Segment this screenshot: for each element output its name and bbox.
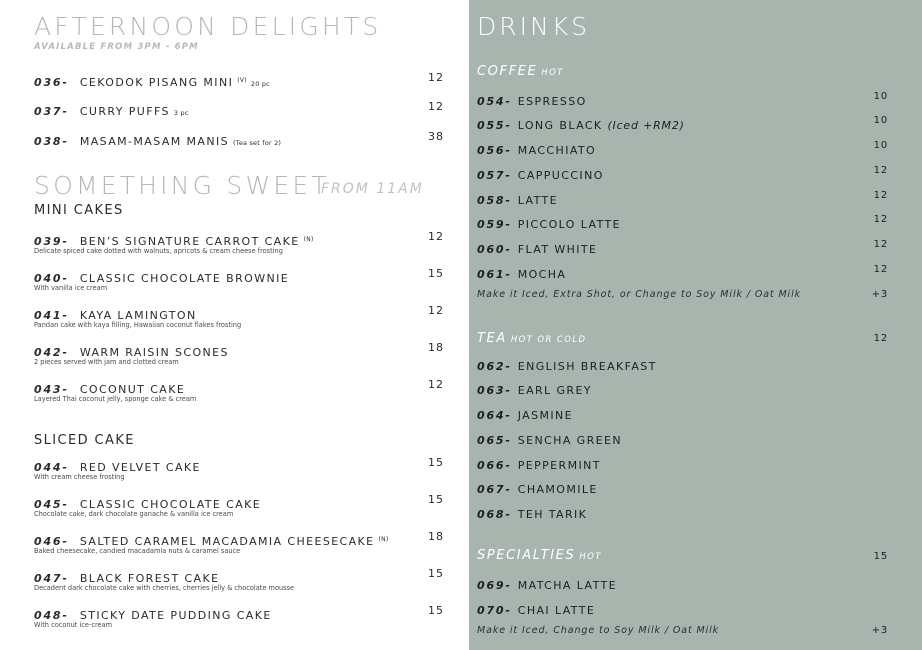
item-code: 069-: [477, 579, 512, 592]
item-name: LATTE: [517, 194, 558, 207]
drink-item: [477, 213, 621, 232]
item-name: PICCOLO LATTE: [517, 218, 621, 231]
menu-item: [34, 71, 270, 90]
item-name: KAYA LAMINGTON: [79, 309, 197, 322]
drink-item: [477, 599, 595, 618]
item-quantity: 3 pc: [173, 109, 189, 117]
item-name: MOCHA: [517, 268, 567, 281]
item-price: 15: [428, 493, 444, 506]
item-price: 12: [873, 239, 888, 250]
drink-item: [477, 114, 685, 133]
item-code: 048-: [34, 609, 69, 622]
specialties-heading: [477, 548, 602, 563]
item-code: 047-: [34, 572, 69, 585]
item-diet-tag: (N): [378, 536, 389, 543]
drink-item: [477, 379, 592, 398]
item-name: PEPPERMINT: [517, 459, 601, 472]
mini-cakes-heading: MINI CAKES: [34, 203, 124, 218]
item-code: 070-: [477, 604, 512, 617]
item-code: 041-: [34, 309, 69, 322]
item-name: WARM RAISIN SCONES: [79, 346, 229, 359]
item-name: EARL GREY: [517, 384, 592, 397]
drink-item: [477, 355, 657, 374]
item-quantity: (Tea set for 2): [233, 139, 282, 147]
item-name: SENCHA GREEN: [517, 434, 622, 447]
drink-item: [477, 90, 587, 109]
item-code: 040-: [34, 272, 69, 285]
item-code: 063-: [477, 384, 512, 397]
specialties-addon-note: Make it Iced, Change to Soy Milk / Oat Milk: [477, 625, 720, 636]
tea-price: 12: [873, 333, 888, 344]
item-name: CLASSIC CHOCOLATE CAKE: [79, 498, 262, 511]
coffee-temperature: HOT: [541, 68, 564, 78]
item-code: 044-: [34, 461, 69, 474]
tea-label: TEA: [477, 331, 507, 346]
item-description: With cream cheese frosting: [34, 473, 125, 481]
item-description: Layered Thai coconut jelly, sponge cake & cream: [34, 395, 197, 403]
item-price: 12: [873, 214, 888, 225]
item-code: 057-: [477, 169, 512, 182]
item-code: 060-: [477, 243, 512, 256]
afternoon-availability: AVAILABLE FROM 3PM - 6PM: [34, 42, 199, 52]
item-name: ENGLISH BREAKFAST: [517, 360, 657, 373]
item-price: 18: [428, 530, 444, 543]
item-name: SALTED CARAMEL MACADAMIA CHEESECAKE: [79, 535, 375, 548]
sweet-availability: FROM 11AM: [321, 181, 424, 197]
item-price: 12: [873, 264, 888, 275]
item-diet-tag: (V): [237, 77, 247, 84]
item-code: 059-: [477, 218, 512, 231]
item-price: 12: [428, 71, 444, 84]
item-code: 042-: [34, 346, 69, 359]
item-code: 058-: [477, 194, 512, 207]
specialties-price: 15: [873, 551, 888, 562]
item-price: 12: [428, 378, 444, 391]
item-name: MATCHA LATTE: [517, 579, 617, 592]
item-code: 068-: [477, 508, 512, 521]
sliced-cake-heading: SLICED CAKE: [34, 433, 135, 448]
tea-temperature: HOT OR COLD: [510, 335, 587, 345]
item-code: 039-: [34, 235, 69, 248]
item-name: MACCHIATO: [517, 144, 597, 157]
item-description: Baked cheesecake, candied macadamia nuts & caramel sauce: [34, 547, 241, 555]
drinks-title: DRINKS: [477, 12, 590, 41]
item-description: Pandan cake with kaya filling, Hawaiian coconut flakes frosting: [34, 321, 242, 329]
drink-item: [477, 574, 617, 593]
item-code: 046-: [34, 535, 69, 548]
coffee-label: COFFEE: [477, 64, 538, 79]
item-name: BEN’S SIGNATURE CARROT CAKE: [79, 235, 300, 248]
tea-heading: [477, 331, 586, 346]
item-code: 061-: [477, 268, 512, 281]
item-name: JASMINE: [517, 409, 574, 422]
item-name: FLAT WHITE: [517, 243, 598, 256]
item-price: 12: [428, 230, 444, 243]
specialties-label: SPECIALTIES: [477, 548, 576, 563]
drink-item: [477, 404, 573, 423]
item-code: 065-: [477, 434, 512, 447]
coffee-heading: [477, 64, 564, 79]
item-price: 15: [428, 456, 444, 469]
item-price: 10: [873, 140, 888, 151]
coffee-addon-price: +3: [871, 289, 888, 300]
drink-item: [477, 189, 558, 208]
item-note: (Iced +RM2): [607, 119, 685, 132]
item-price: 15: [428, 267, 444, 280]
item-description: With vanilla ice cream: [34, 284, 108, 292]
drink-item: [477, 503, 587, 522]
item-code: 055-: [477, 119, 512, 132]
item-code: 045-: [34, 498, 69, 511]
item-name: CURRY PUFFS: [79, 105, 170, 118]
item-code: 056-: [477, 144, 512, 157]
drink-item: [477, 454, 601, 473]
item-price: 12: [428, 304, 444, 317]
item-price: 18: [428, 341, 444, 354]
item-price: 15: [428, 567, 444, 580]
item-code: 064-: [477, 409, 512, 422]
item-name: CHAMOMILE: [517, 483, 598, 496]
drink-item: [477, 478, 598, 497]
specialties-addon-price: +3: [871, 625, 888, 636]
item-price: 12: [873, 165, 888, 176]
item-name: CAPPUCCINO: [517, 169, 604, 182]
menu-item: [34, 100, 189, 119]
item-code: 067-: [477, 483, 512, 496]
item-name: TEH TARIK: [517, 508, 588, 521]
item-price: 12: [873, 190, 888, 201]
item-code: 037-: [34, 105, 69, 118]
drink-item: [477, 263, 566, 282]
item-price: 38: [428, 130, 444, 143]
item-diet-tag: (N): [303, 236, 314, 243]
item-name: BLACK FOREST CAKE: [79, 572, 220, 585]
item-name: ESPRESSO: [517, 95, 587, 108]
drink-item: [477, 164, 604, 183]
item-code: 062-: [477, 360, 512, 373]
item-name: MASAM-MASAM MANIS: [79, 135, 230, 148]
item-name: CEKODOK PISANG MINI: [79, 76, 234, 89]
item-code: 036-: [34, 76, 69, 89]
item-price: 10: [873, 115, 888, 126]
item-quantity: 20 pc: [250, 80, 270, 88]
item-name: COCONUT CAKE: [79, 383, 186, 396]
item-description: 2 pieces served with jam and clotted cream: [34, 358, 179, 366]
item-description: Delicate spiced cake dotted with walnuts, apricots & cream cheese frosting: [34, 247, 283, 255]
item-description: Decadent dark chocolate cake with cherries, cherries jelly & chocolate mousse: [34, 584, 295, 592]
item-price: 15: [428, 604, 444, 617]
item-code: 038-: [34, 135, 69, 148]
menu-item: [34, 130, 281, 149]
item-code: 043-: [34, 383, 69, 396]
item-name: CLASSIC CHOCOLATE BROWNIE: [79, 272, 290, 285]
coffee-addon-note: Make it Iced, Extra Shot, or Change to Soy Milk / Oat Milk: [477, 289, 802, 300]
drinks-menu-page: [469, 0, 922, 650]
item-name: RED VELVET CAKE: [79, 461, 201, 474]
item-price: 10: [873, 91, 888, 102]
item-code: 066-: [477, 459, 512, 472]
drink-item: [477, 139, 596, 158]
sweet-title: SOMETHING SWEET: [34, 171, 330, 200]
item-price: 12: [428, 100, 444, 113]
afternoon-title: AFTERNOON DELIGHTS: [34, 12, 382, 41]
drink-item: [477, 429, 622, 448]
item-description: Chocolate cake, dark chocolate ganache & vanilla ice cream: [34, 510, 234, 518]
drink-item: [477, 238, 597, 257]
item-name: CHAI LATTE: [517, 604, 596, 617]
item-code: 054-: [477, 95, 512, 108]
item-name: STICKY DATE PUDDING CAKE: [79, 609, 272, 622]
specialties-temperature: HOT: [579, 552, 602, 562]
item-description: With coconut ice-cream: [34, 621, 113, 629]
item-name: LONG BLACK: [517, 119, 603, 132]
